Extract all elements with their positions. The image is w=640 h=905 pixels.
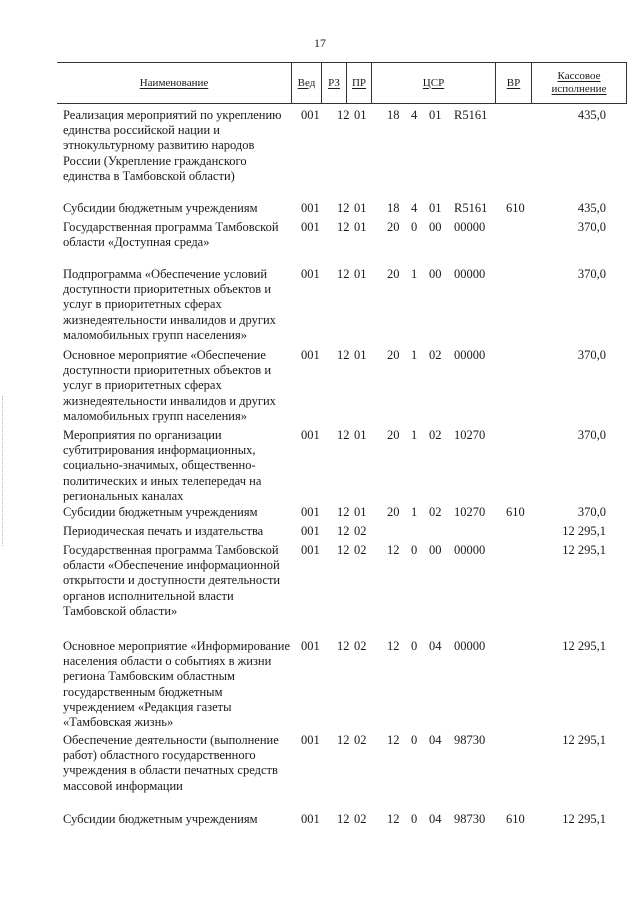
row-csr-subprogram: 0: [411, 733, 418, 747]
row-pr: 01: [354, 505, 367, 519]
row-csr-subprogram: 0: [411, 220, 418, 234]
row-csr-subprogram: 1: [411, 348, 418, 362]
row-amount: 435,0: [577, 201, 606, 215]
row-csr-direction: R5161: [454, 108, 488, 122]
row-rz: 12: [337, 505, 350, 519]
row-csr-subprogram: 4: [411, 201, 418, 215]
row-csr-event: 00: [429, 543, 442, 557]
row-rz: 12: [337, 220, 350, 234]
row-pr: 02: [354, 639, 367, 653]
page-number: 17: [314, 36, 326, 50]
row-amount: 370,0: [577, 348, 606, 362]
row-amount: 12 295,1: [562, 524, 606, 538]
row-csr-subprogram: 4: [411, 108, 418, 122]
row-rz: 12: [337, 348, 350, 362]
row-pr: 02: [354, 543, 367, 557]
row-csr-event: 00: [429, 220, 442, 234]
row-csr-program: 20: [387, 220, 400, 234]
row-amount: 12 295,1: [562, 543, 606, 557]
header-csr: ЦСР: [371, 63, 495, 103]
row-csr-direction: 00000: [454, 348, 486, 362]
row-csr-event: 04: [429, 639, 442, 653]
row-csr-direction: 00000: [454, 220, 486, 234]
row-csr-program: 12: [387, 543, 400, 557]
row-amount: 12 295,1: [562, 639, 606, 653]
row-csr-event: 04: [429, 733, 442, 747]
row-csr-program: 18: [387, 201, 400, 215]
row-csr-event: 02: [429, 348, 442, 362]
row-ved: 001: [301, 524, 320, 538]
header-pr: ПР: [346, 63, 371, 103]
row-rz: 12: [337, 201, 350, 215]
row-name: Государственная программа Тамбовской области «Доступная среда»: [63, 220, 279, 250]
row-pr: 01: [354, 108, 367, 122]
row-rz: 12: [337, 639, 350, 653]
row-rz: 12: [337, 812, 350, 826]
row-name: Субсидии бюджетным учреждениям: [63, 201, 258, 215]
row-csr-program: 20: [387, 428, 400, 442]
row-pr: 02: [354, 524, 367, 538]
row-vr: 610: [506, 812, 525, 826]
row-csr-direction: 00000: [454, 267, 486, 281]
row-ved: 001: [301, 267, 320, 281]
row-ved: 001: [301, 543, 320, 557]
header-ved: Вед: [291, 63, 321, 103]
row-csr-direction: 00000: [454, 639, 486, 653]
row-amount: 435,0: [577, 108, 606, 122]
row-name: Субсидии бюджетным учреждениям: [63, 812, 258, 826]
row-amount: 12 295,1: [562, 733, 606, 747]
row-csr-direction: 00000: [454, 543, 486, 557]
row-name: Основное мероприятие «Обеспечение доступности приоритетных объектов и услуг в приоритетных сферах жизнедеятельности инвалидов и других маломобильных групп населения»: [63, 348, 276, 423]
row-amount: 12 295,1: [562, 812, 606, 826]
row-csr-program: 20: [387, 348, 400, 362]
row-csr-direction: 98730: [454, 812, 486, 826]
row-rz: 12: [337, 108, 350, 122]
row-csr-event: 01: [429, 201, 442, 215]
row-rz: 12: [337, 733, 350, 747]
row-ved: 001: [301, 639, 320, 653]
row-ved: 001: [301, 108, 320, 122]
row-csr-program: 20: [387, 505, 400, 519]
row-rz: 12: [337, 524, 350, 538]
row-csr-event: 01: [429, 108, 442, 122]
row-csr-program: 12: [387, 812, 400, 826]
row-name: Обеспечение деятельности (выполнение работ) областного государственного учреждения в области печатных средств массовой информации: [63, 733, 279, 793]
row-csr-program: 12: [387, 733, 400, 747]
row-pr: 01: [354, 201, 367, 215]
row-ved: 001: [301, 220, 320, 234]
row-csr-subprogram: 1: [411, 505, 418, 519]
row-amount: 370,0: [577, 505, 606, 519]
row-csr-subprogram: 0: [411, 812, 418, 826]
row-pr: 01: [354, 348, 367, 362]
row-name: Государственная программа Тамбовской области «Обеспечение информационной открытости и доступности деятельности органов исполнительной власти Тамбовской области»: [63, 543, 281, 618]
row-vr: 610: [506, 505, 525, 519]
header-name: Наименование: [139, 76, 209, 89]
header-vr: ВР: [495, 63, 531, 103]
row-csr-program: 18: [387, 108, 400, 122]
row-name: Реализация мероприятий по укреплению единства российской нации и этнокультурному развитию народов России (Укрепление гражданского единства в Тамбовской области): [63, 108, 282, 183]
row-amount: 370,0: [577, 220, 606, 234]
row-csr-direction: 10270: [454, 428, 486, 442]
row-amount: 370,0: [577, 428, 606, 442]
row-csr-subprogram: 0: [411, 543, 418, 557]
row-csr-direction: 98730: [454, 733, 486, 747]
row-csr-program: 12: [387, 639, 400, 653]
row-name: Основное мероприятие «Информирование населения области о событиях в жизни региона Тамбовским областным государственным бюджетным учреждением «Редакция газеты «Тамбовская жизнь»: [63, 639, 291, 730]
row-pr: 01: [354, 267, 367, 281]
row-rz: 12: [337, 543, 350, 557]
row-rz: 12: [337, 428, 350, 442]
row-ved: 001: [301, 201, 320, 215]
row-csr-event: 02: [429, 505, 442, 519]
row-csr-program: 20: [387, 267, 400, 281]
header-rz: РЗ: [321, 63, 346, 103]
row-ved: 001: [301, 348, 320, 362]
row-pr: 01: [354, 428, 367, 442]
row-pr: 01: [354, 220, 367, 234]
row-rz: 12: [337, 267, 350, 281]
row-csr-event: 00: [429, 267, 442, 281]
row-csr-event: 04: [429, 812, 442, 826]
row-ved: 001: [301, 428, 320, 442]
row-ved: 001: [301, 812, 320, 826]
row-amount: 370,0: [577, 267, 606, 281]
header-amount: Кассовое исполнение: [531, 63, 627, 103]
row-pr: 02: [354, 812, 367, 826]
row-csr-event: 02: [429, 428, 442, 442]
row-csr-subprogram: 0: [411, 639, 418, 653]
row-ved: 001: [301, 733, 320, 747]
row-name: Подпрограмма «Обеспечение условий доступности приоритетных объектов и услуг в приоритетных сферах жизнедеятельности инвалидов и других маломобильных групп населения»: [63, 267, 276, 342]
row-ved: 001: [301, 505, 320, 519]
row-name: Субсидии бюджетным учреждениям: [63, 505, 258, 519]
row-csr-direction: 10270: [454, 505, 486, 519]
row-name: Периодическая печать и издательства: [63, 524, 264, 538]
row-pr: 02: [354, 733, 367, 747]
row-csr-subprogram: 1: [411, 267, 418, 281]
row-csr-subprogram: 1: [411, 428, 418, 442]
row-csr-direction: R5161: [454, 201, 488, 215]
row-name: Мероприятия по организации субтитрирования информационных, социально-значимых, общественно-политических и иных телепередач на региональных каналах: [63, 428, 262, 503]
row-vr: 610: [506, 201, 525, 215]
